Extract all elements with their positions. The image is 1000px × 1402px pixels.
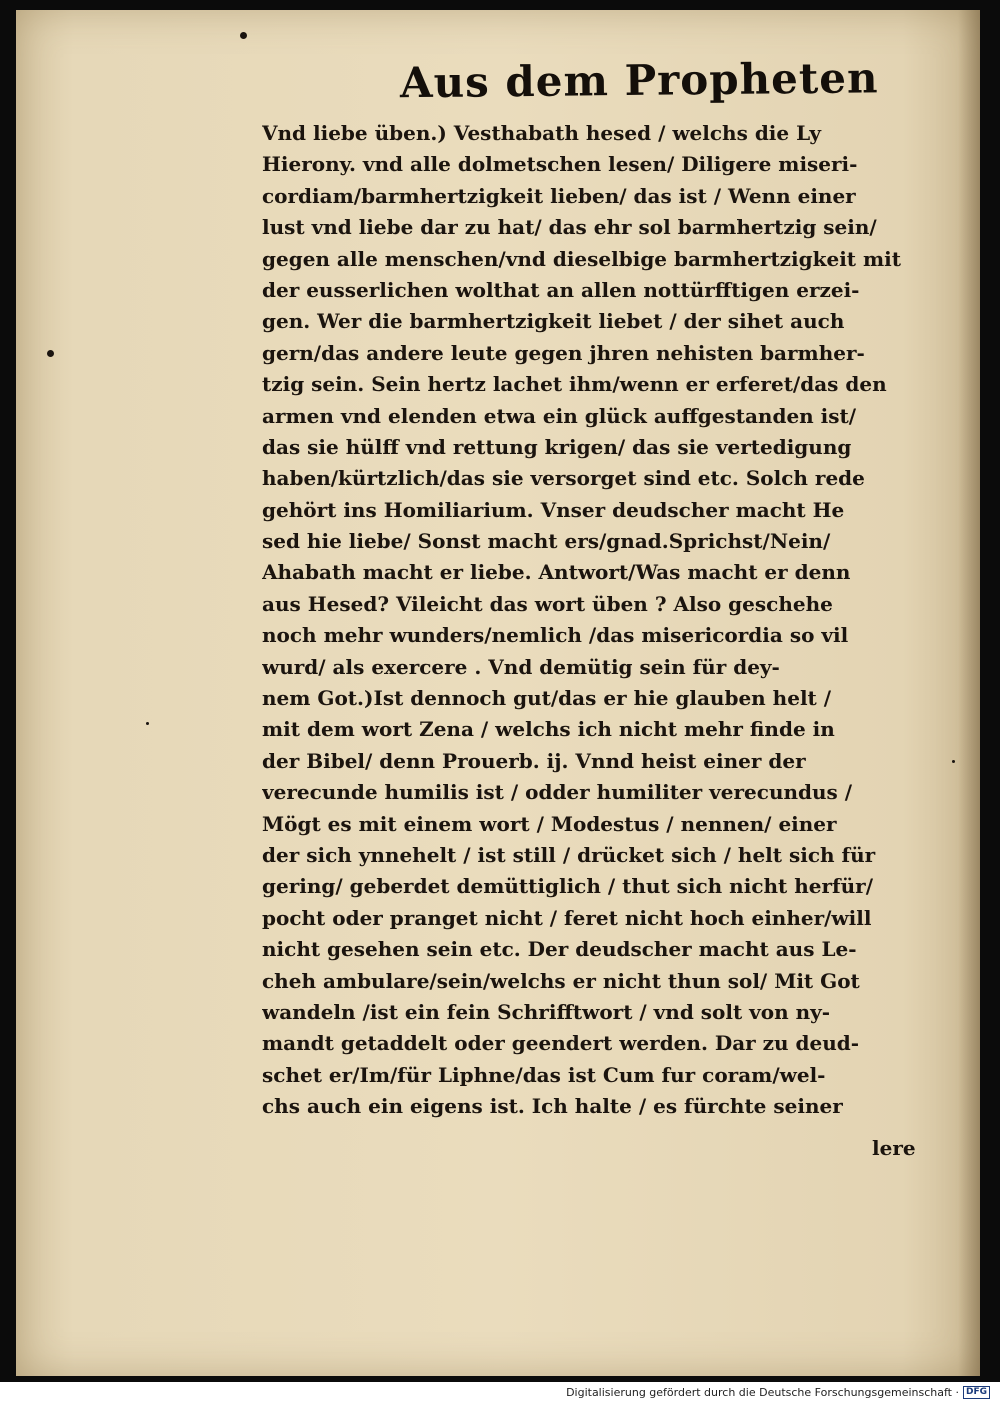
text-line: das sie hülff vnd rettung krigen/ das sie vertedigung [262, 434, 852, 459]
text-line: wandeln /ist ein fein Schrifftwort / vnd solt von ny- [262, 999, 831, 1024]
text-line: der Bibel/ denn Prouerb. ij. Vnnd heist einer der [262, 748, 806, 773]
text-line: gehört ins Homiliarium. Vnser deudscher macht He [262, 497, 845, 522]
text-line: schet er/Im/für Liphne/das ist Cum fur coram/wel- [262, 1062, 826, 1087]
text-line: Mögt es mit einem wort / Modestus / nennen/ einer [262, 811, 837, 836]
text-line: der sich ynnehelt / ist still / drücket sich / helt sich für [262, 842, 876, 867]
ink-speck [240, 32, 247, 39]
text-line: nem Got.)Ist dennoch gut/das er hie glauben helt / [262, 686, 832, 711]
ink-speck [47, 350, 54, 357]
text-line: gering/ geberdet demüttiglich / thut sich nicht herfür/ [262, 874, 874, 899]
ink-speck [952, 760, 955, 763]
text-line: gegen alle menschen/vnd dieselbige barmhertzigkeit mit [262, 246, 901, 271]
running-head: Aus dem Propheten [399, 53, 879, 108]
text-line: tzig sein. Sein hertz lachet ihm/wenn er erferet/das den [262, 372, 887, 397]
text-line: wurd/ als exercere . Vnd demütig sein für dey- [262, 654, 780, 679]
text-line: lust vnd liebe dar zu hat/ das ehr sol barmhertzig sein/ [262, 215, 877, 240]
text-line: haben/kürtzlich/das sie versorget sind etc. Solch rede [262, 466, 865, 491]
text-line: gern/das andere leute gegen jhren nehisten barmher- [262, 340, 865, 365]
text-line: Vnd liebe üben.) Vesthabath hesed / welchs die Ly [262, 121, 822, 145]
text-line: chs auch ein eigens ist. Ich halte / es fürchte seiner [262, 1094, 843, 1119]
catchword: lere [872, 1136, 916, 1160]
text-line: aus Hesed? Vileicht das wort üben ? Also geschehe [262, 591, 833, 616]
text-line: noch mehr wunders/nemlich /das misericordia so vil [262, 623, 849, 648]
funding-credit: Digitalisierung gefördert durch die Deutsche Forschungsgemeinschaft · [566, 1385, 959, 1399]
footer [566, 1384, 990, 1400]
text-line: mit dem wort Zena / welchs ich nicht mehr finde in [262, 717, 835, 742]
text-line: cheh ambulare/sein/welchs er nicht thun sol/ Mit Got [262, 968, 860, 993]
text-line: cordiam/barmhertzigkeit lieben/ das ist / Wenn einer [262, 183, 856, 208]
text-line: nicht gesehen sein etc. Der deudscher macht aus Le- [262, 937, 857, 962]
ink-speck [146, 722, 149, 725]
text-line: mandt getaddelt oder geendert werden. Dar zu deud- [262, 1031, 860, 1056]
dfg-logo: DFG [963, 1386, 990, 1399]
text-line: pocht oder pranget nicht / feret nicht hoch einher/will [262, 905, 872, 930]
text-line: armen vnd elenden etwa ein glück auffgestanden ist/ [262, 403, 857, 428]
text-line: sed hie liebe/ Sonst macht ers/gnad.Sprichst/Nein/ [262, 529, 831, 554]
page-edge-shadow [958, 10, 980, 1376]
text-line: der eusserlichen wolthat an allen nottürfftigen erzei- [262, 277, 860, 302]
text-line: verecunde humilis ist / odder humiliter verecundus / [262, 780, 853, 805]
text-line: Hierony. vnd alle dolmetschen lesen/ Diligere miseri- [262, 152, 858, 177]
text-line: gen. Wer die barmhertzigkeit liebet / der sihet auch [262, 309, 845, 334]
text-line: Ahabath macht er liebe. Antwort/Was macht er denn [262, 560, 851, 585]
body-text [262, 118, 952, 1123]
